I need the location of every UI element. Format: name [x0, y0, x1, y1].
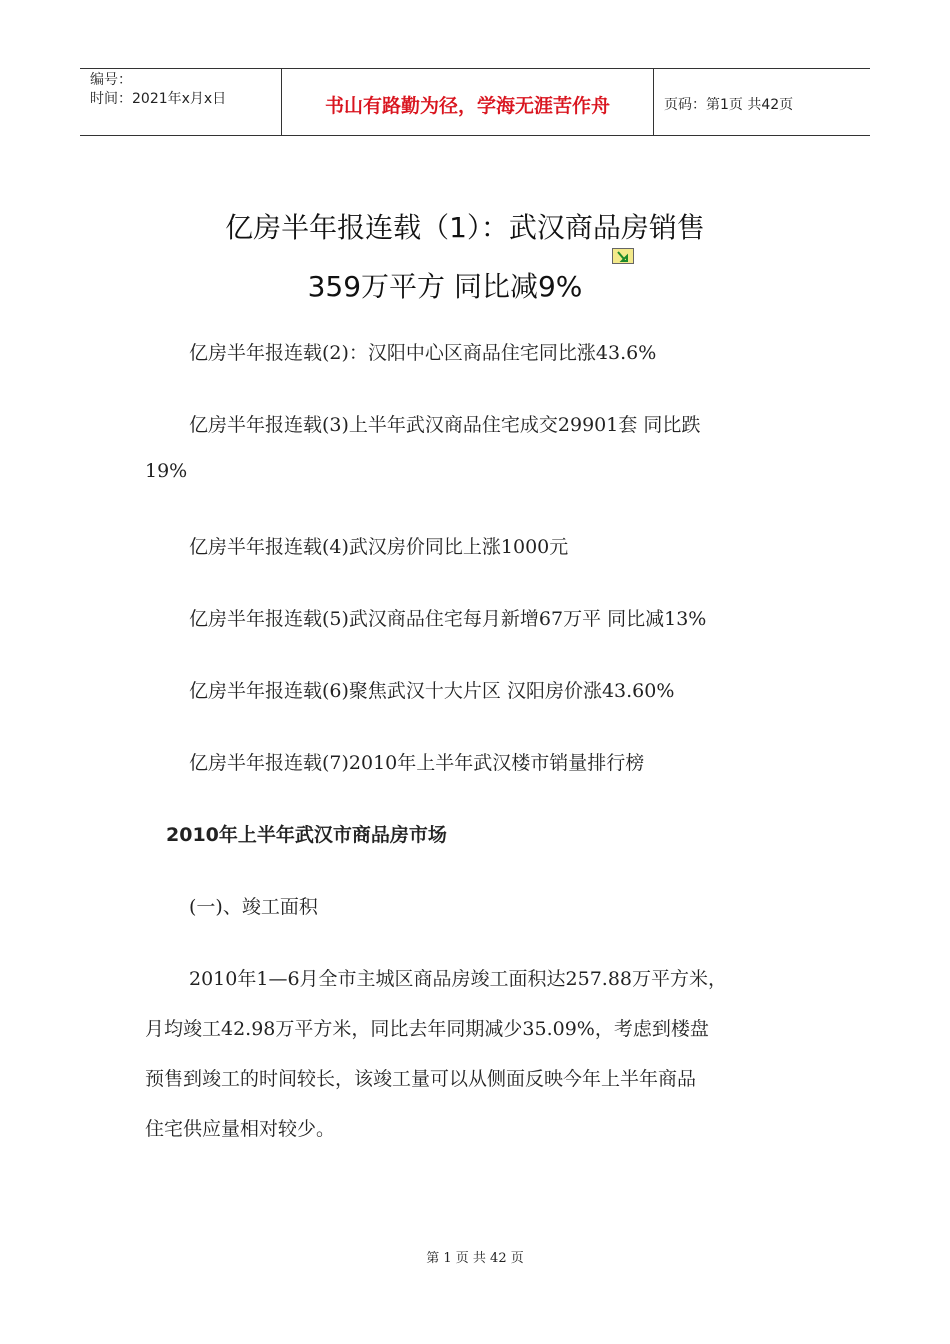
document-title-line-1: 亿房半年报连载（1）：武汉商品房销售	[225, 211, 705, 244]
section-heading: 2010年上半年武汉市商品房市场	[166, 824, 447, 846]
body-line-4: 住宅供应量相对较少。	[145, 1118, 336, 1140]
page-footer: 第 1 页 共 42 页	[426, 1251, 524, 1266]
series-item-3[interactable]: 亿房半年报连载(3)上半年武汉商品住宅成交29901套 同比跌	[189, 414, 701, 436]
series-item-4[interactable]: 亿房半年报连载(4)武汉房价同比上涨1000元	[189, 536, 569, 558]
header-time-label: 时间：2021年x月x日	[90, 91, 227, 107]
series-item-6[interactable]: 亿房半年报连载(6)聚焦武汉十大片区 汉阳房价涨43.60%	[189, 680, 675, 702]
series-item-7[interactable]: 亿房半年报连载(7)2010年上半年武汉楼市销量排行榜	[189, 752, 645, 774]
series-item-3-continued: 19%	[145, 460, 188, 482]
header-code-label: 编号：	[90, 72, 132, 88]
subsection-heading: (一)、竣工面积	[189, 896, 318, 918]
series-item-5[interactable]: 亿房半年报连载(5)武汉商品住宅每月新增67万平 同比减13%	[189, 608, 707, 630]
document-title-line-2: 359万平方 同比减9%	[307, 270, 583, 303]
hyperlink-arrow-icon[interactable]	[612, 248, 634, 264]
header-meta	[80, 69, 282, 135]
header-motto: 书山有路勤为径，学海无涯苦作舟	[282, 69, 654, 135]
body-line-2: 月均竣工42.98万平方米，同比去年同期减少35.09%，考虑到楼盘	[145, 1018, 709, 1040]
header-page-info: 页码：第1页 共42页	[664, 97, 794, 113]
body-line-3: 预售到竣工的时间较长，该竣工量可以从侧面反映今年上半年商品	[145, 1068, 697, 1090]
page-header	[80, 68, 870, 136]
series-item-2[interactable]: 亿房半年报连载(2)：汉阳中心区商品住宅同比涨43.6%	[189, 342, 657, 364]
body-line-1: 2010年1—6月全市主城区商品房竣工面积达257.88万平方米，	[189, 968, 728, 990]
